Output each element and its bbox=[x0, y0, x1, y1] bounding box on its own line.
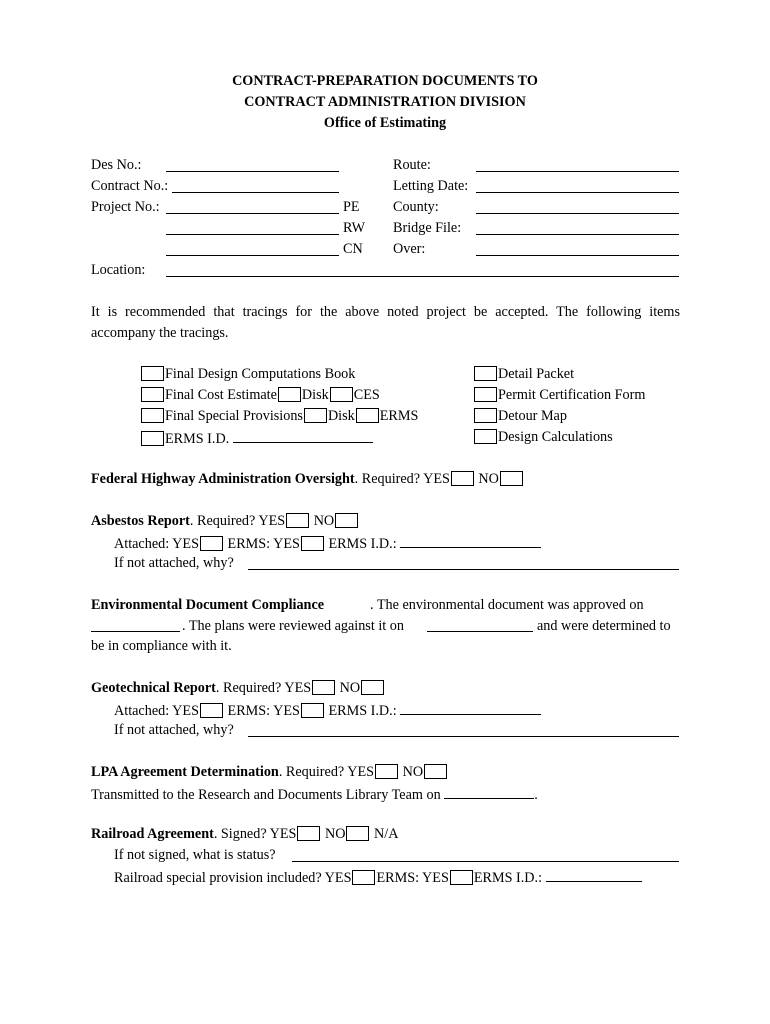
railroad-yes-checkbox[interactable] bbox=[297, 826, 320, 841]
check-design-calc bbox=[473, 429, 613, 446]
final-design-label: Final Design Computations Book bbox=[165, 366, 356, 382]
check-detail-packet bbox=[473, 366, 574, 383]
lpa-yes-checkbox[interactable] bbox=[375, 764, 398, 779]
asbestos-row bbox=[91, 513, 359, 530]
detour-checkbox[interactable] bbox=[474, 408, 497, 423]
geo-erms-checkbox[interactable] bbox=[301, 703, 324, 718]
env-text-3: and were determined to bbox=[537, 618, 671, 634]
fhwa-no-checkbox[interactable] bbox=[500, 471, 523, 486]
env-reviewed-date-field[interactable] bbox=[427, 631, 533, 632]
railroad-no-label: NO bbox=[324, 826, 346, 842]
check-final-design bbox=[140, 366, 355, 383]
bridge-file-field[interactable] bbox=[476, 234, 679, 235]
lpa-required-label: . Required? YES bbox=[278, 764, 375, 780]
lpa-no-checkbox[interactable] bbox=[424, 764, 447, 779]
asbestos-title: Asbestos Report bbox=[91, 513, 190, 529]
lpa-transmitted-label: Transmitted to the Research and Documents Library Team on bbox=[91, 787, 441, 803]
geo-attached-row bbox=[114, 701, 541, 720]
project-no-pe-field[interactable] bbox=[166, 213, 339, 214]
env-approved-date-field[interactable] bbox=[91, 631, 180, 632]
geo-yes-checkbox[interactable] bbox=[312, 680, 335, 695]
railroad-no-checkbox[interactable] bbox=[346, 826, 369, 841]
railroad-row bbox=[91, 826, 398, 843]
title-line-2: CONTRACT ADMINISTRATION DIVISION bbox=[244, 94, 526, 110]
des-no-field[interactable] bbox=[166, 171, 339, 172]
env-text-1: . The environmental document was approved on bbox=[370, 597, 644, 613]
geo-no-checkbox[interactable] bbox=[361, 680, 384, 695]
geo-erms-label: ERMS: YES bbox=[227, 703, 300, 719]
railroad-special-checkbox[interactable] bbox=[352, 870, 375, 885]
detour-label: Detour Map bbox=[498, 408, 567, 424]
asbestos-erms-id-field[interactable] bbox=[400, 534, 541, 548]
asbestos-erms-checkbox[interactable] bbox=[301, 536, 324, 551]
geo-attached-checkbox[interactable] bbox=[200, 703, 223, 718]
lpa-no-label: NO bbox=[402, 764, 424, 780]
ces-label: CES bbox=[353, 387, 380, 403]
check-final-special bbox=[140, 408, 418, 425]
detail-packet-checkbox[interactable] bbox=[474, 366, 497, 381]
lpa-row bbox=[91, 764, 448, 781]
des-no-label: Des No.: bbox=[91, 157, 142, 173]
permit-checkbox[interactable] bbox=[474, 387, 497, 402]
final-special-disk-label: Disk bbox=[327, 408, 355, 424]
erms-id-field[interactable] bbox=[233, 429, 373, 443]
asbestos-required-label: . Required? YES bbox=[189, 513, 286, 529]
fhwa-yes-checkbox[interactable] bbox=[451, 471, 474, 486]
railroad-signed-label: . Signed? YES bbox=[213, 826, 297, 842]
railroad-na-label: N/A bbox=[374, 826, 399, 842]
final-special-checkbox[interactable] bbox=[141, 408, 164, 423]
asbestos-why-field[interactable] bbox=[248, 569, 679, 570]
railroad-erms-label: ERMS: YES bbox=[376, 870, 449, 886]
fhwa-row bbox=[91, 471, 524, 488]
env-line-1 bbox=[91, 597, 324, 614]
fhwa-required-label: . Required? YES bbox=[354, 471, 450, 487]
location-label: Location: bbox=[91, 262, 146, 278]
contract-no-label: Contract No.: bbox=[91, 178, 169, 194]
over-label: Over: bbox=[393, 241, 426, 257]
final-cost-label: Final Cost Estimate bbox=[165, 387, 277, 403]
lpa-title: LPA Agreement Determination bbox=[91, 764, 279, 780]
lpa-transmitted-date-field[interactable] bbox=[444, 785, 534, 799]
check-permit bbox=[473, 387, 645, 404]
rw-label: RW bbox=[343, 220, 366, 236]
project-no-rw-field[interactable] bbox=[166, 234, 339, 235]
detail-packet-label: Detail Packet bbox=[498, 366, 575, 382]
railroad-erms-id-field[interactable] bbox=[546, 868, 642, 882]
design-calc-checkbox[interactable] bbox=[474, 429, 497, 444]
route-field[interactable] bbox=[476, 171, 679, 172]
check-final-cost bbox=[140, 387, 380, 404]
letting-date-label: Letting Date: bbox=[393, 178, 469, 194]
env-text-4: be in compliance with it. bbox=[91, 638, 232, 654]
railroad-erms-id-label: ERMS I.D.: bbox=[473, 870, 543, 886]
geo-no-label: NO bbox=[339, 680, 361, 696]
location-field[interactable] bbox=[166, 276, 679, 277]
route-label: Route: bbox=[393, 157, 431, 173]
check-erms-id bbox=[140, 429, 373, 448]
asbestos-no-checkbox[interactable] bbox=[335, 513, 358, 528]
final-design-checkbox[interactable] bbox=[141, 366, 164, 381]
geo-erms-id-field[interactable] bbox=[400, 701, 541, 715]
county-label: County: bbox=[393, 199, 439, 215]
project-no-label: Project No.: bbox=[91, 199, 160, 215]
erms-label: ERMS bbox=[379, 408, 419, 424]
title-line-3: Office of Estimating bbox=[323, 115, 447, 131]
pe-label: PE bbox=[343, 199, 360, 215]
railroad-special-label: Railroad special provision included? YES bbox=[114, 870, 352, 886]
geo-row bbox=[91, 680, 385, 697]
env-text-2: . The plans were reviewed against it on bbox=[182, 618, 404, 634]
asbestos-attached-label: Attached: YES bbox=[114, 536, 199, 552]
geo-required-label: . Required? YES bbox=[215, 680, 312, 696]
permit-label: Permit Certification Form bbox=[498, 387, 646, 403]
asbestos-erms-id-label: ERMS I.D.: bbox=[328, 536, 397, 552]
geo-why-field[interactable] bbox=[248, 736, 679, 737]
erms-checkbox[interactable] bbox=[356, 408, 379, 423]
fhwa-no-label: NO bbox=[478, 471, 499, 487]
contract-no-field[interactable] bbox=[172, 192, 339, 193]
bridge-file-label: Bridge File: bbox=[393, 220, 462, 236]
final-cost-disk-label: Disk bbox=[301, 387, 329, 403]
ces-checkbox[interactable] bbox=[330, 387, 353, 402]
check-detour bbox=[473, 408, 567, 425]
final-special-disk-checkbox[interactable] bbox=[304, 408, 327, 423]
title-line-1: CONTRACT-PREPARATION DOCUMENTS TO bbox=[232, 73, 538, 89]
over-field[interactable] bbox=[476, 255, 679, 256]
cn-label: CN bbox=[343, 241, 363, 257]
railroad-status-field[interactable] bbox=[292, 861, 679, 862]
railroad-title: Railroad Agreement bbox=[91, 826, 214, 842]
geo-if-not-label: If not attached, why? bbox=[114, 722, 234, 738]
railroad-if-not-label: If not signed, what is status? bbox=[114, 847, 276, 863]
erms-id-label: ERMS I.D. bbox=[165, 431, 230, 447]
asbestos-attached-checkbox[interactable] bbox=[200, 536, 223, 551]
env-title: Environmental Document Compliance bbox=[91, 597, 325, 613]
asbestos-if-not-label: If not attached, why? bbox=[114, 555, 234, 571]
final-cost-disk-checkbox[interactable] bbox=[278, 387, 301, 402]
erms-id-checkbox[interactable] bbox=[141, 431, 164, 446]
railroad-special-row bbox=[114, 868, 642, 887]
geo-erms-id-label: ERMS I.D.: bbox=[328, 703, 397, 719]
lpa-transmitted-row: Transmitted to the Research and Documents Library Team on . bbox=[91, 787, 538, 803]
asbestos-yes-checkbox[interactable] bbox=[286, 513, 309, 528]
final-cost-checkbox[interactable] bbox=[141, 387, 164, 402]
county-field[interactable] bbox=[476, 213, 679, 214]
project-no-cn-field[interactable] bbox=[166, 255, 339, 256]
asbestos-erms-label: ERMS: YES bbox=[227, 536, 300, 552]
geo-title: Geotechnical Report bbox=[91, 680, 216, 696]
railroad-erms-checkbox[interactable] bbox=[450, 870, 473, 885]
asbestos-no-label: NO bbox=[313, 513, 335, 529]
letting-date-field[interactable] bbox=[476, 192, 679, 193]
design-calc-label: Design Calculations bbox=[498, 429, 613, 445]
asbestos-attached-row bbox=[114, 534, 541, 553]
fhwa-title: Federal Highway Administration Oversight bbox=[91, 471, 355, 487]
geo-attached-label: Attached: YES bbox=[114, 703, 199, 719]
final-special-label: Final Special Provisions bbox=[165, 408, 303, 424]
intro-paragraph: It is recommended that tracings for the above noted project be accepted. The following items accompany the tracings. bbox=[91, 304, 680, 341]
